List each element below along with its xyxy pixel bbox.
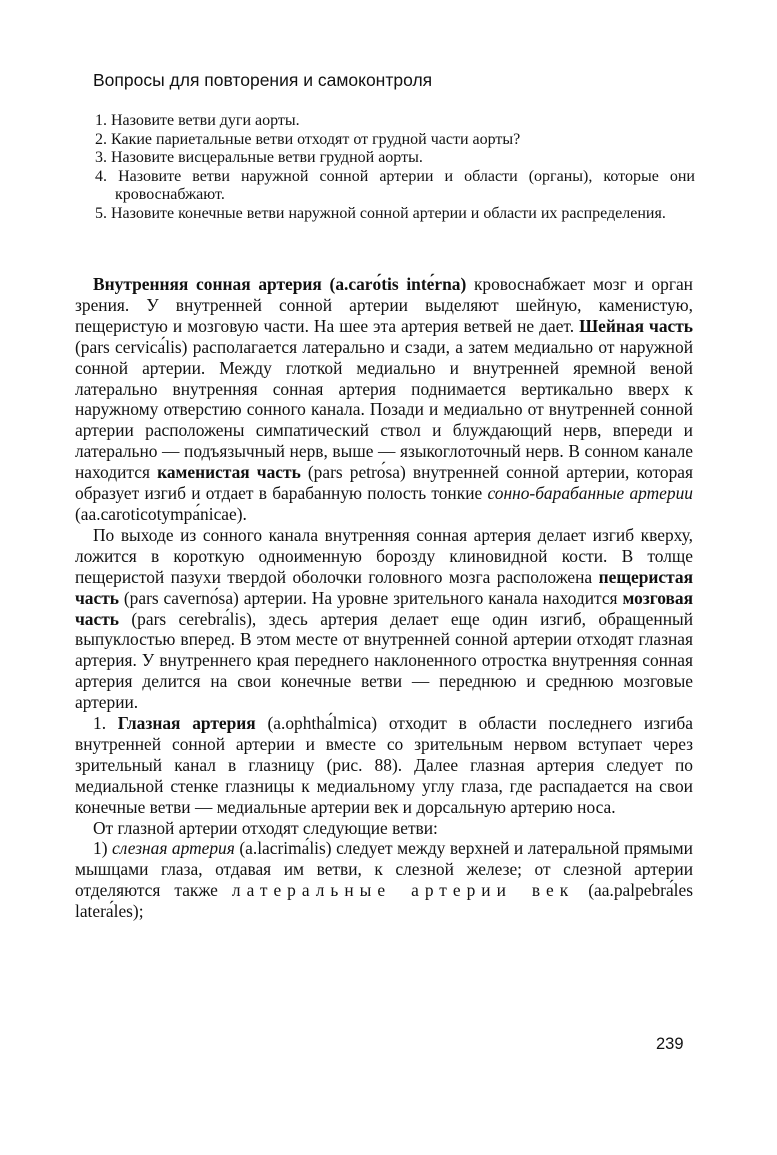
question-item: 4. Назовите ветви наружной сонной артерии и области (органы), которые они кровоснабжают. [95, 167, 695, 204]
text-span: (pars cerebrа́lis), здесь артерия делает еще один изгиб, обращенный выпуклостью вперед. В этом месте от внутренней сонной артерии отходят глазная артерия. У внутреннего края переднего наклоненного отростка внутренняя сонная артерия делится на свои конечные ветви — переднюю и среднюю мозговые артерии. [75, 608, 693, 713]
text-span: (pars cervicа́lis) располагается латерально и сзади, а затем медиально от наружной сонной артерии. Между глоткой медиально и внутренней яремной веной латерально внутренняя сонная артерия поднимается вертикально вверх к наружному отверстию сонного канала. Позади и медиально от внутренней сонной артерии расположены симпатический ствол и блуждающий нерв, впереди и латерально — подъязычный нерв, выше — языкоглоточный нерв. В сонном канале находится [75, 336, 693, 483]
question-item: 5. Назовите конечные ветви наружной сонной артерии и области их распределения. [95, 204, 666, 222]
question-item: 2. Какие париетальные ветви отходят от грудной части аорты? [95, 130, 521, 148]
term-ophthalmic-artery: Глазная артерия [117, 713, 256, 734]
review-questions-list [95, 112, 695, 224]
term-petrous-part: каменистая часть [157, 462, 301, 483]
text-span: (a.ophthа́lmica) отходит в области последнего изгиба внутренней сонной артерии и вместе со зрительным нервом вступает через зрительный канал в глазницу (рис. 88). Далее глазная артерия следует по медиальной стенке глазницы к медиальному углу глаза, где распадается на свои конечные ветви — медиальные артерии век и дорсальную артерию носа. [75, 713, 694, 817]
paragraph-lacrimal [75, 838, 693, 922]
term-lacrimal-artery: слезная артерия [112, 838, 235, 859]
paragraph-internal-carotid [75, 274, 693, 525]
term-cerebral-part: мозговая часть [75, 587, 693, 629]
paragraph-branches-intro: От глазной артерии отходят следующие ветви: [93, 817, 438, 838]
question-item: 1. Назовите ветви дуги аорты. [95, 112, 300, 129]
term-cavernous-part: пещеристая часть [75, 566, 693, 608]
term-cervical-part: Шейная часть [579, 315, 693, 336]
text-span: По выходе из сонного канала внутренняя сонная артерия делает изгиб кверху, ложится в короткую одноименную борозду клиновидной кости. В толще пещеристой пазухи твердой оболочки головного мозга расположена [75, 524, 693, 587]
term-internal-carotid: Внутренняя сонная артерия (a.carо́tis intе́rna) [93, 274, 467, 294]
term-caroticotympanic: сонно-барабанные артерии [487, 483, 693, 504]
text-span: (a.lacrimа́lis) следует между верхней и латеральной прямыми мышцами глаза, отдавая им ветви, к слезной железе; от слезной артерии отделяются также [75, 838, 693, 901]
section-title: Вопросы для повторения и самоконтроля [93, 70, 433, 90]
term-lateral-palpebral: латеральные артерии век [231, 880, 575, 901]
text-span: 1. [93, 713, 118, 734]
text-span: (pars cavernо́sa) артерии. На уровне зрительного канала находится [118, 587, 623, 608]
question-item: 3. Назовите висцеральные ветви грудной аорты. [95, 149, 423, 167]
paragraph-cavernous [75, 525, 693, 713]
text-span: (pars petrо́sa) внутренней сонной артерии, которая образует изгиб и отдает в барабанную полость тонкие [75, 462, 694, 504]
text-span: (aa.palpebrа́les laterа́les); [75, 880, 694, 922]
text-span: кровоснабжает мозг и орган зрения. У внутренней сонной артерии выделяют шейную, каменистую, пещеристую и мозговую части. На шее эта артерия ветвей не дает. [75, 274, 693, 336]
text-span: (aa.caroticotympа́nicae). [75, 503, 247, 524]
page-number: 239 [656, 1035, 684, 1053]
body-text [75, 274, 693, 922]
paragraph-ophthalmic [75, 713, 693, 818]
text-span: 1) [93, 838, 112, 859]
